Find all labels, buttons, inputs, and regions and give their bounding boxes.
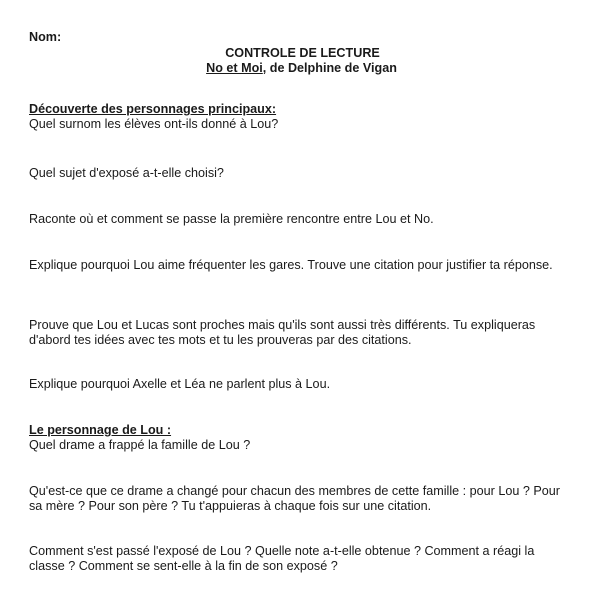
question: Quel surnom les élèves ont-ils donné à Lou?: [29, 116, 279, 131]
book-author: , de Delphine de Vigan: [262, 60, 397, 75]
book-title: No et Moi: [206, 60, 263, 75]
question: Quel drame a frappé la famille de Lou ?: [29, 437, 251, 452]
name-label: Nom:: [29, 30, 62, 44]
section-heading: Le personnage de Lou :: [29, 423, 172, 437]
question: Comment s'est passé l'exposé de Lou ? Quelle note a-t-elle obtenue ? Comment a réagi la classe ? Comment se sent-elle à la fin de son exposé ?: [29, 544, 535, 573]
book-reference: [29, 61, 574, 76]
question: Raconte où et comment se passe la première rencontre entre Lou et No.: [29, 212, 434, 226]
question: Prouve que Lou et Lucas sont proches mais qu'ils sont aussi très différents. Tu expliqueras d'abord tes idées avec tes mots et tu les prouveras par des citations.: [29, 318, 536, 347]
question: Quel sujet d'exposé a-t-elle choisi?: [29, 166, 224, 180]
section-2: [29, 423, 569, 452]
worksheet-title: CONTROLE DE LECTURE: [225, 46, 380, 60]
section-heading: Découverte des personnages principaux:: [29, 102, 277, 116]
title-block: [29, 46, 574, 75]
question: Explique pourquoi Axelle et Léa ne parlent plus à Lou.: [29, 377, 331, 391]
question: Qu'est-ce que ce drame a changé pour chacun des membres de cette famille : pour Lou ? Pour sa mère ? Pour son père ? Tu t'appuieras à chaque fois sur une citation.: [29, 484, 560, 513]
section-1: [29, 102, 569, 131]
question: Explique pourquoi Lou aime fréquenter les gares. Trouve une citation pour justifier ta réponse.: [29, 258, 553, 272]
